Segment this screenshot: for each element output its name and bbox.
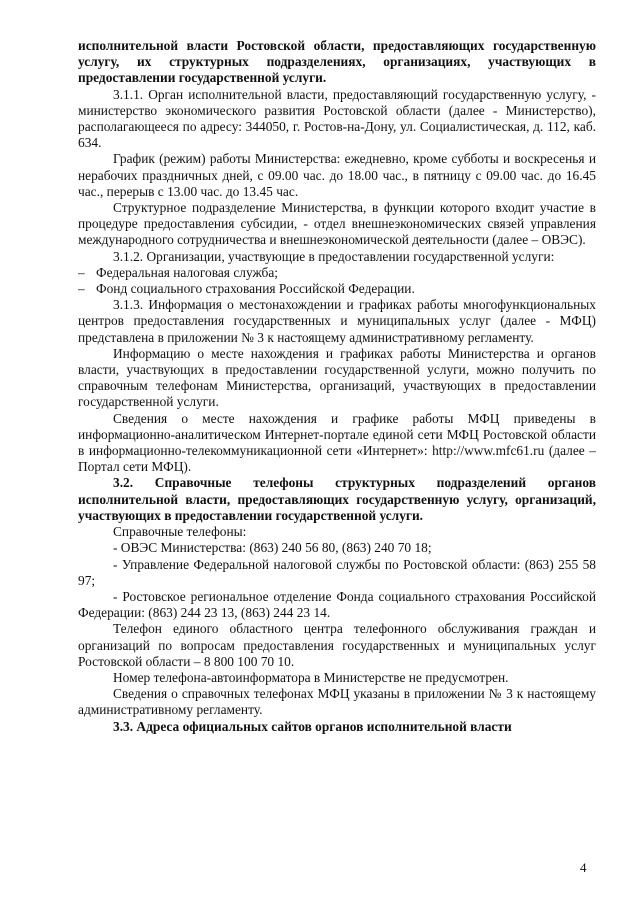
paragraph: Сведения о справочных телефонах МФЦ указаны в приложении № 3 к настоящему административному регламенту. [78, 686, 596, 718]
paragraph: График (режим) работы Министерства: ежедневно, кроме субботы и воскресенья и нерабочих праздничных дней, с 09.00 час. до 18.00 час., в пятницу с 09.00 час. до 16.45 час., перерыв с 13.00 час. до 13.45 час. [78, 151, 596, 199]
phone-entry: - ОВЭС Министерства: (863) 240 56 80, (863) 240 70 18; [113, 540, 432, 556]
page-number: 4 [580, 860, 587, 875]
paragraph: 3.1.3. Информация о местонахождении и графиках работы многофункциональных центров предоставления государственных и муниципальных услуг (далее - МФЦ) представлена в приложении № 3 к настоящему административному регламенту. [78, 297, 596, 345]
bullet-dash: – [78, 264, 85, 280]
paragraph: Информацию о месте нахождения и графиках работы Министерства и органов власти, участвующих в предоставлении государственной услуги, можно получить по справочным телефонам Министерства, организаций, участвующих в предоставлении государственной услуги. [78, 345, 596, 410]
list-item-text: Фонд социального страхования Российской Федерации. [96, 281, 415, 297]
paragraph: 3.1.1. Орган исполнительной власти, предоставляющий государственную услугу, - министерство экономического развития Ростовской области (далее - Министерство), располагающееся по адресу: 344050, г. Ростов-на-Дону, ул. Социалистическая, д. 112, каб. 634. [78, 86, 596, 151]
list-item [78, 281, 596, 297]
paragraph: 3.1.2. Организации, участвующие в предоставлении государственной услуги: [113, 248, 555, 264]
paragraph: Справочные телефоны: [113, 524, 247, 540]
list-item [78, 265, 596, 281]
list-item-text: Федеральная налоговая служба; [96, 264, 279, 280]
section-heading-continued: исполнительной власти Ростовской области, предоставляющих государственную услугу, их структурных подразделениях, организациях, участвующих в предоставлении государственной услуги. [78, 38, 596, 86]
phone-entry: - Ростовское региональное отделение Фонда социального страхования Российской Федерации: (863) 244 23 13, (863) 244 23 14. [78, 588, 596, 621]
document-body [78, 38, 596, 735]
section-heading: 3.2. Справочные телефоны структурных подразделений органов исполнительной власти, предоставляющих государственную услугу, организаций, участвующих в предоставлении государственной услуги. [78, 475, 596, 523]
paragraph: Структурное подразделение Министерства, в функции которого входит участие в процедуре предоставления субсидии, - отдел внешнеэкономических связей управления международного сотрудничества и внешнеэкономической деятельности (далее – ОВЭС). [78, 200, 596, 248]
section-heading: 3.3. Адреса официальных сайтов органов исполнительной власти [113, 718, 512, 734]
paragraph: Номер телефона-автоинформатора в Министерстве не предусмотрен. [113, 669, 509, 685]
paragraph: Телефон единого областного центра телефонного обслуживания граждан и организаций по вопросам предоставления государственных и муниципальных услуг Ростовской области – 8 800 100 70 10. [78, 621, 596, 669]
phone-entry: - Управление Федеральной налоговой службы по Ростовской области: (863) 255 58 97; [78, 556, 596, 588]
paragraph: Сведения о месте нахождения и графике работы МФЦ приведены в информационно-аналитическом Интернет-портале единой сети МФЦ Ростовской области в информационно-телекоммуникационной сети «Интернет»: http://www.mfc61.ru (далее – Портал сети МФЦ). [78, 410, 596, 475]
bullet-dash: – [78, 281, 85, 297]
